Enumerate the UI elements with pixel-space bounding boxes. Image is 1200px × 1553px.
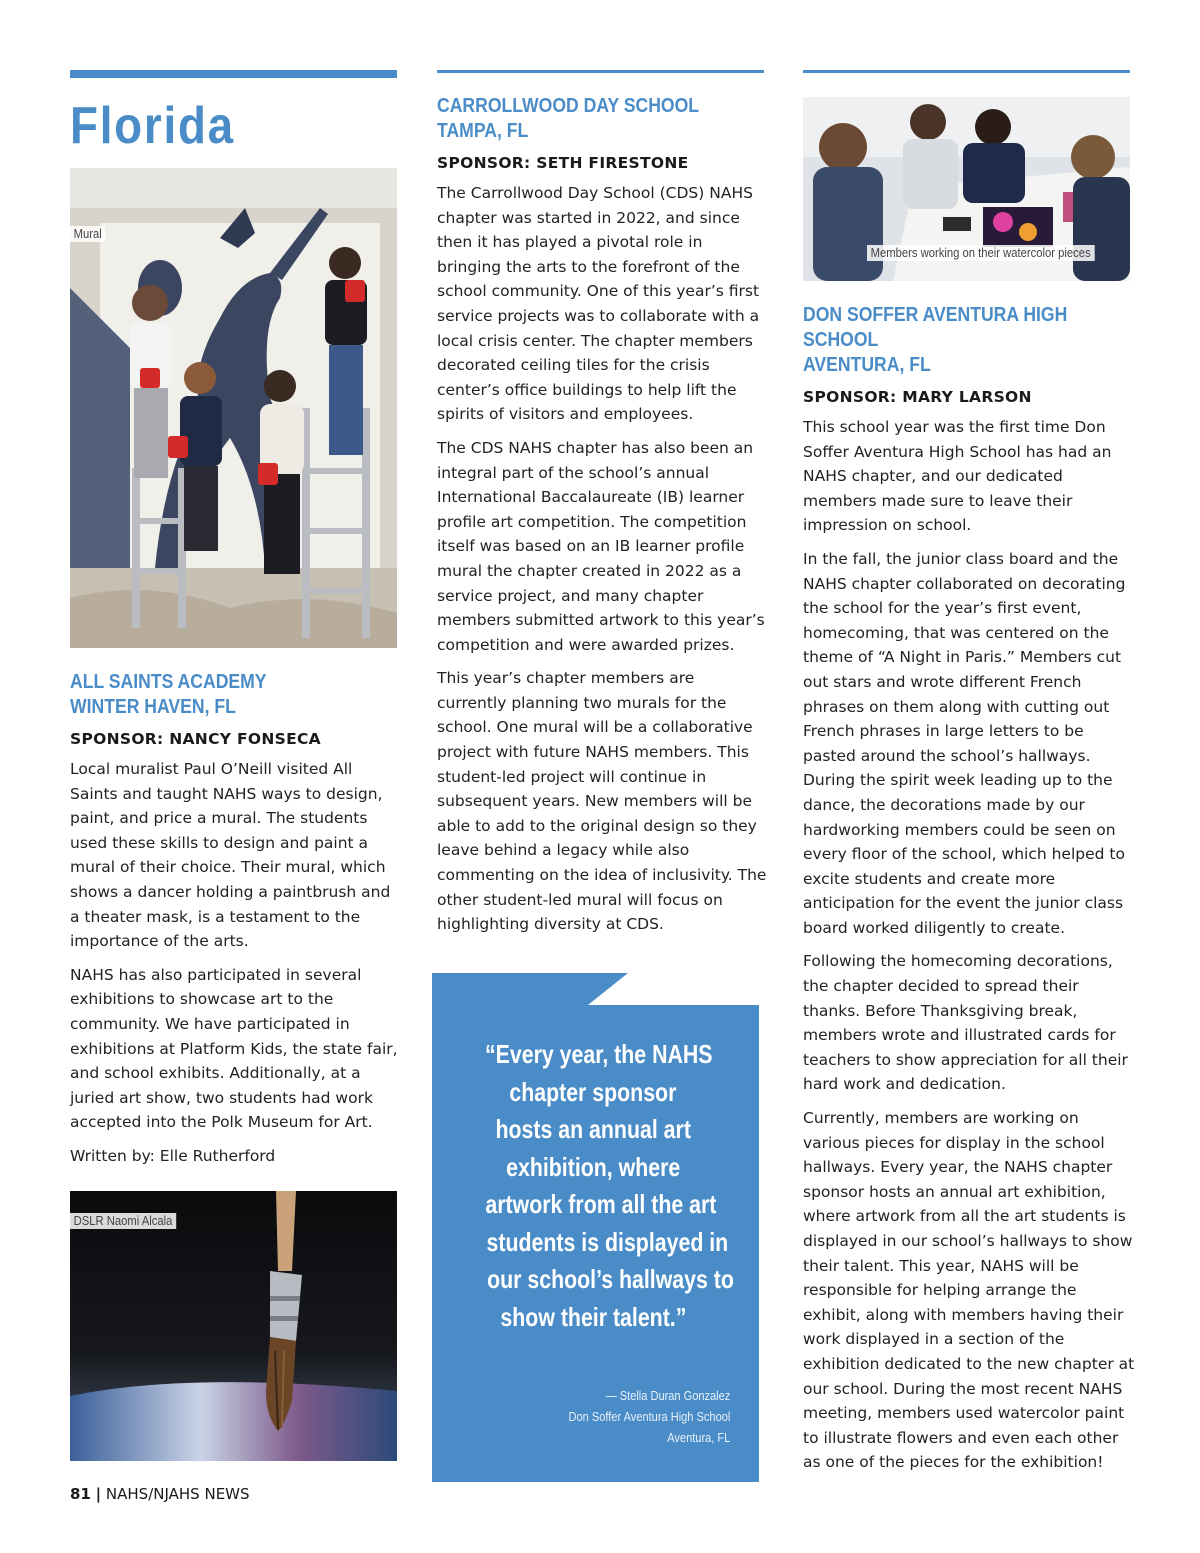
quote-school: Don Soffer Aventura High School	[568, 1409, 730, 1424]
quote-line: show their talent.”	[500, 1301, 686, 1332]
column-rule-middle	[437, 70, 764, 73]
all-saints-body	[70, 757, 400, 1169]
paragraph: Following the homecoming decorations, the chapter decided to spread their thanks. Before Thanksgiving break, members wrote and illustrated cards for teachers to show appreciation for all their hard work and dedication.	[803, 952, 1128, 1094]
page-footer	[70, 1485, 250, 1503]
paragraph: The Carrollwood Day School (CDS) NAHS chapter was started in 2022, and since then it has played a pivotal role in bringing the arts to the forefront of the school community. One of this year’s first service projects was to collaborate with a local crisis center. The chapter members decorated ceiling tiles for the crisis center’s office buildings to help lift the spirits of visitors and employees.	[437, 184, 760, 424]
paragraph: NAHS has also participated in several exhibitions to showcase art to the community. We have participated in exhibitions at Platform Kids, the state fair, and school exhibits. Additionally, at a juried art show, two students had work accepted into the Polk Museum for Art.	[70, 965, 398, 1132]
paintbrush-caption: DSLR Naomi Alcala	[70, 1213, 176, 1229]
byline: Written by: Elle Rutherford	[70, 1146, 276, 1165]
paragraph: Local muralist Paul O’Neill visited All Saints and taught NAHS ways to design, paint, and price a mural. The students used these skills to design and paint a mural of their choice. Their mural, which shows a dancer holding a paintbrush and a theater mask, is a testament to the importance of the arts.	[70, 760, 391, 951]
quote-location: Aventura, FL	[666, 1430, 730, 1445]
carrollwood-article	[437, 94, 767, 946]
carrollwood-location: TAMPA, FL	[437, 120, 529, 142]
state-title: Florida	[70, 97, 235, 155]
all-saints-school-name: ALL SAINTS ACADEMY	[70, 671, 267, 693]
column-rule-left	[70, 70, 397, 78]
quote-line: exhibition, where	[505, 1151, 681, 1182]
paintbrush-photo	[70, 1191, 397, 1461]
all-saints-location: WINTER HAVEN, FL	[70, 696, 236, 718]
don-soffer-article	[803, 303, 1135, 1484]
page-number: 81	[70, 1485, 91, 1503]
paragraph: In the fall, the junior class board and the NAHS chapter collaborated on decorating the school for the year’s first event, homecoming, that was centered on the theme of “A Night in Paris.” Members cut out stars and wrote different French phrases on them along with cutting out French phrases in large letters to be pasted around the school’s hallways. During the spirit week leading up to the dance, the decorations made by our hardworking members could be seen on every floor of the school, which helped to excite students and create more anticipation for the event the junior class board worked diligently to create.	[803, 549, 1126, 937]
don-soffer-body	[803, 415, 1135, 1475]
paragraph: Currently, members are working on various pieces for display in the school hallways. Every year, the NAHS chapter sponsor hosts an annual art exhibition, where artwork from all the art students is displayed in our school’s hallways to show their talent. This year, NAHS will be responsible for helping arrange the exhibit, along with members having their work displayed in a section of the exhibition dedicated to the new chapter at our school. During the most recent NAHS meeting, members used watercolor paint to illustrate flowers and even each other as one of the pieces for the exhibition!	[803, 1109, 1135, 1472]
carrollwood-school-name: CARROLLWOOD DAY SCHOOL	[437, 95, 700, 117]
all-saints-article	[70, 670, 400, 1178]
carrollwood-sponsor: SPONSOR: SETH FIRESTONE	[437, 154, 689, 172]
quote-author: — Stella Duran Gonzalez	[605, 1388, 730, 1403]
mural-illustration	[70, 168, 397, 648]
quote-line: hosts an annual art	[495, 1114, 691, 1144]
quote-line: students is displayed in	[486, 1226, 729, 1257]
paintbrush-illustration	[70, 1191, 397, 1461]
carrollwood-body	[437, 181, 767, 937]
footer-separator: |	[95, 1485, 102, 1503]
column-rule-right	[803, 70, 1130, 73]
paragraph: This year’s chapter members are currently planning two murals for the school. One mural will be a collaborative project with future NAHS members. This student-led project will continue in subsequent years. New members will be able to add to the original design so they leave behind a legacy while also commenting on the idea of inclusivity. The other student-led mural will focus on highlighting diversity at CDS.	[437, 669, 767, 934]
quote-attribution	[540, 1385, 730, 1448]
quote-line: “Every year, the NAHS	[484, 1039, 713, 1069]
mural-photo	[70, 168, 397, 648]
quote-line: artwork from all the art	[485, 1189, 717, 1219]
publication-name: NAHS/NJAHS NEWS	[105, 1485, 250, 1503]
quote-line: chapter sponsor	[509, 1076, 677, 1107]
quote-line: our school’s hallways to	[487, 1264, 734, 1294]
all-saints-sponsor: SPONSOR: NANCY FONSECA	[70, 730, 321, 748]
don-soffer-sponsor: SPONSOR: MARY LARSON	[803, 388, 1032, 406]
watercolor-caption: Members working on their watercolor pieces	[867, 245, 1094, 261]
mural-caption: Mural	[70, 226, 105, 242]
paragraph: The CDS NAHS chapter has also been an integral part of the school’s annual International Baccalaureate (IB) learner profile art competition. The competition itself was based on an IB learner profile mural the chapter created in 2022 as a service project, and many chapter members submitted artwork to this year’s competition and were awarded prizes.	[437, 438, 765, 654]
paragraph: This school year was the first time Don Soffer Aventura High School has had an NAHS chapter, and our dedicated members made sure to leave their impression on school.	[803, 418, 1112, 535]
watercolor-photo	[803, 97, 1130, 281]
don-soffer-location: AVENTURA, FL	[803, 354, 931, 376]
don-soffer-school-name: DON SOFFER AVENTURA HIGH SCHOOL	[803, 304, 1068, 351]
pull-quote	[460, 1036, 734, 1336]
